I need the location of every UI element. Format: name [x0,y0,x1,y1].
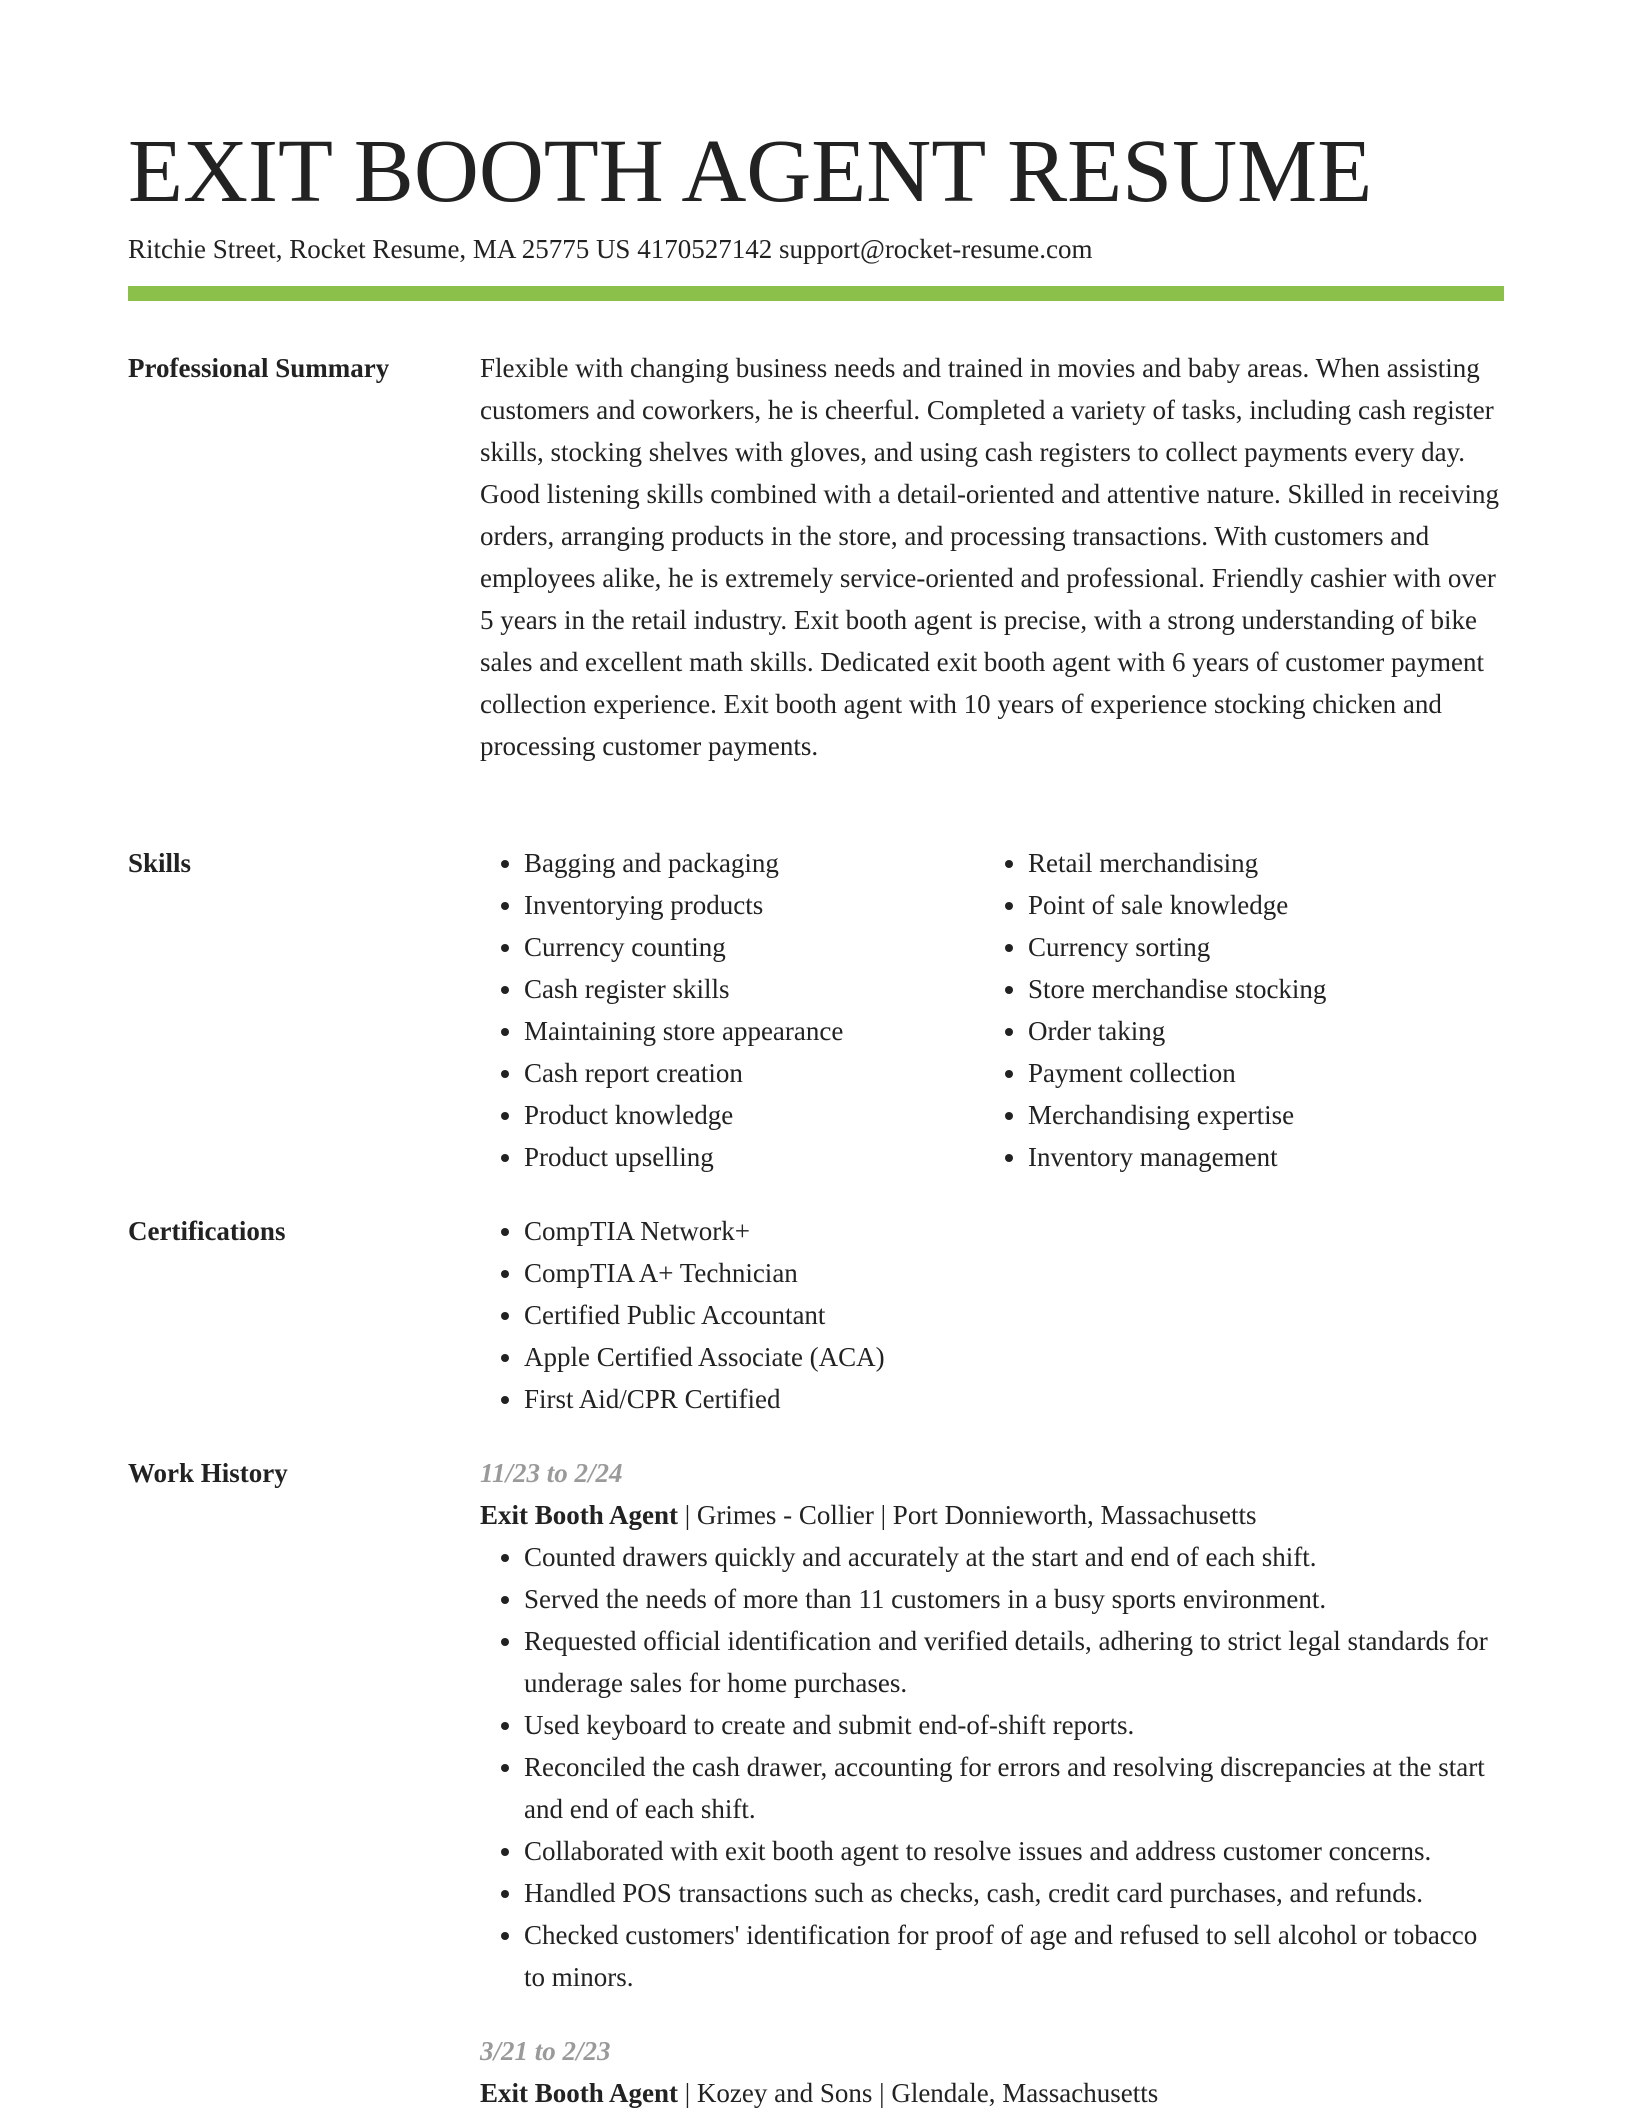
skill-item: • Merchandising expertise [1028,1094,1488,1136]
job-dates: 11/23 to 2/24 [480,1458,623,1488]
certification-item: • Certified Public Accountant [524,1294,1504,1336]
certification-item: • First Aid/CPR Certified [524,1378,1504,1420]
certifications-list [480,1210,1504,1420]
job-duty: • Reconciled the cash drawer, accounting for errors and resolving discrepancies at the start and end of each shift. [524,1746,1504,1830]
job-title: Exit Booth Agent [480,2078,679,2108]
skill-item: • Retail merchandising [1028,842,1488,884]
work-history-label: Work History [128,1458,288,1488]
job-duty: • Served the needs of more than 11 customers in a busy sports environment. [524,1578,1504,1620]
certification-item: • Apple Certified Associate (ACA) [524,1336,1504,1378]
header-divider [128,286,1504,301]
summary-label: Professional Summary [128,353,390,383]
skill-item: • Inventorying products [524,884,984,926]
skills-label: Skills [128,848,192,878]
skill-item: • Point of sale knowledge [1028,884,1488,926]
certification-item: • CompTIA A+ Technician [524,1252,1504,1294]
skills-columns [480,842,1504,1178]
job-dates: 3/21 to 2/23 [480,2036,611,2066]
job-entry [480,2030,1504,2114]
resume-title: EXIT BOOTH AGENT RESUME [128,122,1373,221]
job-employer-location: | Grimes - Collier | Port Donnieworth, Massachusetts [678,1500,1257,1530]
job-duties-list [480,1536,1504,1998]
skill-item: • Product upselling [524,1136,984,1178]
job-entry [480,1452,1504,1998]
job-title-line [480,1494,1504,1536]
skill-item: • Currency counting [524,926,984,968]
skill-item: • Store merchandise stocking [1028,968,1488,1010]
skill-item: • Order taking [1028,1010,1488,1052]
summary-text: Flexible with changing business needs and trained in movies and baby areas. When assisting customers and coworkers, he is cheerful. Completed a variety of tasks, including cash register skills, stocking shelves with gloves, and using cash registers to collect payments every day. Good listening skills combined with a detail-oriented and attentive nature. Skilled in receiving orders, arranging products in the store, and processing transactions. With customers and employees alike, he is extremely service-oriented and professional. Friendly cashier with over 5 years in the retail industry. Exit booth agent is precise, with a strong understanding of bike sales and excellent math skills. Dedicated exit booth agent with 6 years of customer payment collection experience. Exit booth agent with 10 years of experience stocking chicken and processing customer payments. [480,353,1499,761]
skill-item: • Cash register skills [524,968,984,1010]
summary-body [480,347,1504,767]
certifications-label: Certifications [128,1216,286,1246]
skill-item: • Inventory management [1028,1136,1488,1178]
skill-item: • Maintaining store appearance [524,1010,984,1052]
job-employer-location: | Kozey and Sons | Glendale, Massachusetts [678,2078,1159,2108]
job-title: Exit Booth Agent [480,1500,679,1530]
skill-item: • Cash report creation [524,1052,984,1094]
job-duty: • Checked customers' identification for proof of age and refused to sell alcohol or tobacco to minors. [524,1914,1504,1998]
skill-item: • Bagging and packaging [524,842,984,884]
skills-list-left [480,842,984,1178]
skills-body [480,842,1504,1178]
skill-item: • Payment collection [1028,1052,1488,1094]
job-duty: • Requested official identification and verified details, adhering to strict legal standards for underage sales for home purchases. [524,1620,1504,1704]
certification-item: • CompTIA Network+ [524,1210,1504,1252]
skill-item: • Product knowledge [524,1094,984,1136]
skills-list-right [984,842,1488,1178]
job-duty: • Handled POS transactions such as checks, cash, credit card purchases, and refunds. [524,1872,1504,1914]
skill-item: • Currency sorting [1028,926,1488,968]
job-duty: • Collaborated with exit booth agent to resolve issues and address customer concerns. [524,1830,1504,1872]
job-duty: • Counted drawers quickly and accurately at the start and end of each shift. [524,1536,1504,1578]
job-duty: • Used keyboard to create and submit end-of-shift reports. [524,1704,1504,1746]
work-history-body [480,1452,1504,2114]
contact-line: Ritchie Street, Rocket Resume, MA 25775 US 4170527142 support@rocket-resume.com [128,234,1093,264]
job-title-line [480,2072,1504,2114]
certifications-body [480,1210,1504,1420]
